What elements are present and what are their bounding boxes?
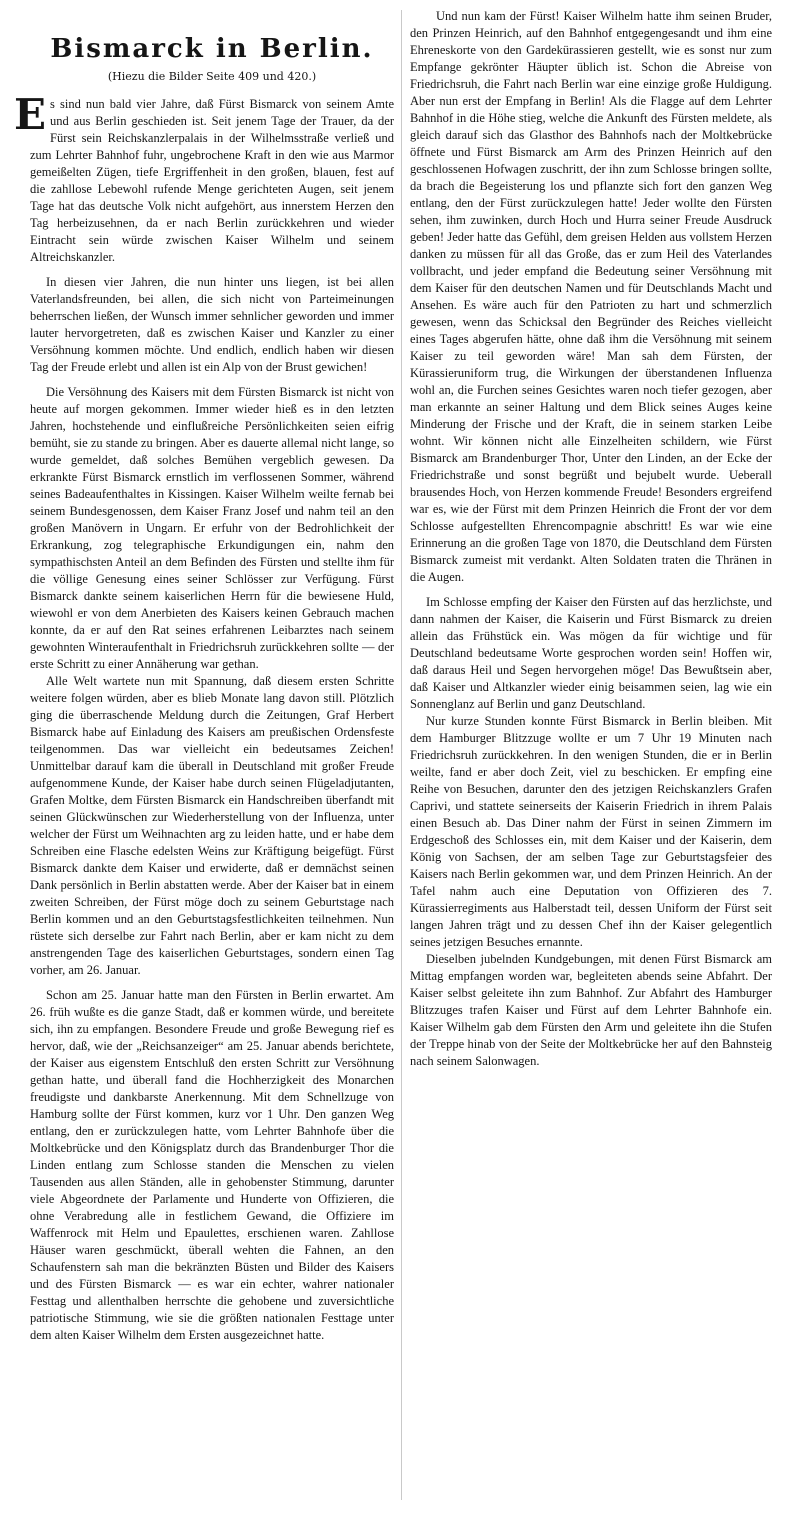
paragraph-8: Nur kurze Stunden konnte Fürst Bismarck in Berlin bleiben. Mit dem Hamburger Blitzzuge wollte er um 7 Uhr 19 Minuten nach Friedrichsruh zurückkehren. In den wenigen Stunden, die er in Berlin weilte, fand er aber doch Zeit, viel zu beschicken. Er empfing eine Reihe von Besuchen, darunter den des jetzigen Reichskanzlers Grafen Caprivi, und stattete seinerseits der Kaiserin Friedrich in ihrem Palais einen Besuch ab. Das Diner nahm der Fürst in seinen Zimmern im Erdgeschoß des Schlosses ein, mit dem Kaiser und der Kaiserin, dem König von Sachsen, der am selben Tage zur Geburtstagsfeier des Kaisers nach Berlin gekommen war, und dem Prinzen Heinrich. An der Tafel nahm auch eine Deputation von Offizieren des 7. Kürassierregiments aus Halberstadt teil, dessen Uniform der Fürst seit langen Jahren trägt und zu dessen Chef ihn der Kaiser gelegentlich seines jetzigen Besuches ernannte. — [410, 714, 772, 949]
right-column — [410, 8, 772, 1070]
paragraph-6: Und nun kam der Fürst! Kaiser Wilhelm hatte ihm seinen Bruder, den Prinzen Heinrich, auf den Bahnhof entgegengesandt und ihm eine Ehreneskorte von den Gardekürassieren gestellt, wie es sonst nur zum Empfange gekrönter Häupter üblich ist. Schon die Abreise von Friedrichsruh, die Fahrt nach Berlin war eine einzige große Huldigung. Aber nun erst der Empfang in Berlin! Als die Flagge auf dem Lehrter Bahnhof in die Höhe stieg, welche die Ankunft des Fürsten meldete, als gleich darauf sich das Glasthor des Bahnhofs nach der Moltkebrücke öffnete und Fürst Bismarck am Arm des Prinzen Heinrich auf den geschlossenen Hofwagen zuschritt, der ihn zum Schlosse bringen sollte, da brach die Begeisterung los und pflanzte sich fort den ganzen Weg entlang, den der Fürst zurückzulegen hatte! Jeder wollte den Fürsten sehen, ihm zuwinken, durch Hoch und Hurra seiner Freude Ausdruck geben! Jeder hatte das Gefühl, dem greisen Helden aus vollstem Herzen danken zu müssen für all das Große, das er zum Heil des Vaterlandes vollbracht, und jeder empfand die Bedeutung seiner Versöhnung mit dem Kaiser für den deutschen Namen und für Deutschlands Macht und Ansehen. Es wäre auch für den Patrioten zu hart und schmerzlich gewesen, wenn das Schicksal den Begründer des Reiches vielleicht eines Tages abgerufen hätte, ohne daß ihm die Versöhnung mit seinem Kaiser zu teil geworden wäre! Man sah dem Fürsten, der Kürassieruniform trug, die Wirkungen der überstandenen Influenza wohl an, die Furchen seines Gesichtes waren noch tiefer gezogen, aber man erkannte an seiner Haltung und dem Blick seines Auges keine Minderung der Frische und der Kraft, die in seinem starken Leibe wohnt. Wir können nicht alle Einzelheiten schildern, wie Fürst Bismarck am Brandenburger Thor, Unter den Linden, an der Ecke der Friedrichstraße und sonst begrüßt und bejubelt wurde. Ueberall brausendes Hoch, von Herzen kommende Freude! Besonders ergreifend war es, wie der Fürst mit dem Prinzen Heinrich die Front der vor dem Schlosse aufgestellten Ehrencompagnie abschritt! Es war wie eine Erinnerung an die großen Tage von 1870, die Deutschland dem Fürsten Bismarck zumeist mit verdankt. Alten Soldaten traten die Thränen in die Augen. — [410, 9, 772, 584]
left-column-body — [14, 90, 394, 1344]
column-divider — [401, 10, 402, 1500]
paragraph-3: Die Versöhnung des Kaisers mit dem Fürsten Bismarck ist nicht von heute auf morgen gekommen. Immer wieder hieß es in den letzten Jahren, hochstehende und einflußreiche Persönlichkeiten seien eifrig bemüht, sie zu stande zu bringen. Aber es dauerte allemal nicht lange, so wurde gemeldet, daß solches Bemühen vergeblich gewesen. Da erkrankte Fürst Bismarck ernstlich im verflossenen Sommer, während seines Badeaufenthaltes in Kissingen. Kaiser Wilhelm weilte fernab bei seinem Bundesgenossen, dem Kaiser Franz Josef und nahm teil an den großen Manövern in Ungarn. Er erfuhr von der Bedrohlichkeit der Erkrankung, zog telegraphische Erkundigungen ein, nahm den sympathischsten Anteil an dem Befinden des Fürsten und stellte ihm für die völlige Genesung eines seiner Schlösser zur Verfügung. Fürst Bismarck dankte seinem kaiserlichen Herrn für die bewiesene Huld, wiewohl er von dem Anerbieten des Kaisers keinen Gebrauch machen konnte, da er auf den Rat seines erfahrenen Leibarztes nach seinem gewohnten Winteraufenthalt in Friedrichsruh zurückkehren sollte — der erste Schritt zu einer Annäherung war gethan. — [30, 385, 394, 671]
paragraph-5: Schon am 25. Januar hatte man den Fürsten in Berlin erwartet. Am 26. früh wußte es die ganze Stadt, daß er kommen würde, und bereitete sich, ihn zu empfangen. Besondere Freude und große Bewegung rief es hervor, daß, wie der „Reichsanzeiger“ am 25. Januar abends berichtete, der Kaiser aus eigenstem Entschluß den ersten Schritt zur Versöhnung gethan hatte, und überall fand die Hochherzigkeit des Monarchen freudigste und dankbarste Anerkennung. Mit dem Schnellzuge von Hamburg sollte der Fürst kommen, kurz vor 1 Uhr. Den ganzen Weg entlang, den er zurückzulegen hatte, vom Lehrter Bahnhofe über die Moltkebrücke und den Königsplatz durch das Brandenburger Thor die Linden entlang zum Schlosse standen die Menschen zu vielen Tausenden aus allen Ständen, alle in gehobenster Stimmung, darunter viele Abgeordnete der Parlamente und Hunderte von Offizieren, die ohne Verabredung alle in festlichem Gewand, die Offiziere im Waffenrock mit Helm und Epaulettes, erschienen waren. Zahllose Häuser waren geschmückt, überall wehten die Fahnen, an den Schaufenstern sah man die bekränzten Büsten und Bilder des Kaisers und des Fürsten Bismarck — es war ein echter, wahrer nationaler Festtag und allenthalben herrschte die gehobene und zuversichtliche patriotische Stimmung, wie sie die größten nationalen Festtage unter dem alten Kaiser Wilhelm dem Ersten ausgezeichnet hatte. — [30, 988, 394, 1342]
paragraph-2: In diesen vier Jahren, die nun hinter uns liegen, ist bei allen Vaterlandsfreunden, bei allen, die sich nicht von Parteimeinungen beherrschen ließen, der Wunsch immer sehnlicher geworden und immer lauter hervorgetreten, daß es zwischen Kaiser und Kanzler zu einer Versöhnung kommen möchte. Und endlich, endlich haben wir diesen Tag der Freude erlebt und allen ist ein Alp von der Brust gewichen! — [30, 275, 394, 374]
paragraph-4: Alle Welt wartete nun mit Spannung, daß diesem ersten Schritte weitere folgen würden, aber es blieb Monate lang davon still. Plötzlich ging die überraschende Meldung durch die Zeitungen, Graf Herbert Bismarck habe auf Einladung des Kaisers am preußischen Ordensfeste teilgenommen. Das war vielleicht ein bedeutsames Zeichen! Unmittelbar darauf kam die überall in Deutschland mit großer Freude aufgenommene Kunde, der Kaiser habe durch seinen Flügeladjutanten, Grafen Moltke, dem Fürsten Bismarck ein Handschreiben überfandt mit seinen Glückwünschen zur Wiederherstellung von der Influenza, unter welcher der Fürst um Weihnachten arg zu leiden hatte, und er habe dem Schreiben eine Flasche edelsten Weins zur Kräftigung beigefügt. Fürst Bismarck dankte dem Kaiser und erwiderte, daß er demnächst seinen Dank persönlich in Berlin abstatten werde. Aber der Kaiser bat in einem zweiten Schreiben, der Fürst möge doch zu seinem Geburtstage nach Berlin kommen und an den Geburtstagsfestlichkeiten teilnehmen. Nun rüstete sich derselbe zur Fahrt nach Berlin, aber er kam nicht zu dem anstrengenden Tage des kaiserlichen Geburtstages, sondern einen Tag vorher, am 26. Januar. — [30, 674, 394, 977]
article-title: Bismarck in Berlin. — [50, 34, 374, 64]
paragraph-1-text: s sind nun bald vier Jahre, daß Fürst Bismarck von seinem Amte und aus Berlin geschieden ist. Seit jenem Tage der Trauer, da der Fürst sein Reichskanzlerpalais in der Wilhelmsstraße verließ und zum Lehrter Bahnhof fuhr, ungebrochene Kraft in den wie aus Marmor gemeißelten Zügen, tiefe Ergriffenheit in den großen, blauen, fest auf die zahllose Lebewohl rufende Menge gerichteten Augen, seit jenem Tage hat das deutsche Volk nicht aufgehört, aus innerstem Herzen den Tag herbeizusehnen, da er nach Berlin zurückkehren und wieder Eintracht sein würde zwischen Kaiser Wilhelm und seinem Altreichskanzler. — [30, 97, 394, 264]
paragraph-9: Dieselben jubelnden Kundgebungen, mit denen Fürst Bismarck am Mittag empfangen worden war, begleiteten abends seine Abfahrt. Der Kaiser selbst geleitete ihn zum Bahnhof. Zur Abfahrt des Hamburger Blitzzuges trafen Kaiser und Fürst auf dem Lehrter Bahnhofe ein. Kaiser Wilhelm gab dem Fürsten den Arm und geleitete ihn die Stufen der Treppe hinab von der Seite der Moltkebrücke her auf den Bahnsteig nach seinem Salonwagen. — [410, 952, 772, 1068]
paragraph-7: Im Schlosse empfing der Kaiser den Fürsten auf das herzlichste, und dann nahmen der Kaiser, die Kaiserin und Fürst Bismarck zu dreien allein das Frühstück ein. Was mögen da für wichtige und für Deutschland bedeutsame Worte gesprochen worden sein! Hoffen wir, daß daraus Heil und Segen hervorgehen möge! Das Bewußtsein aber, daß Kaiser und Altkanzler wieder einig beisammen seien, lag wie ein Sonnenglanz auf Berlin und ganz Deutschland. — [410, 595, 772, 711]
paragraph-1 — [14, 90, 394, 266]
right-column-body — [410, 8, 772, 1070]
left-column — [14, 0, 394, 1344]
article-subtitle: (Hiezu die Bilder Seite 409 und 420.) — [107, 70, 317, 83]
drop-cap: E — [14, 90, 47, 139]
